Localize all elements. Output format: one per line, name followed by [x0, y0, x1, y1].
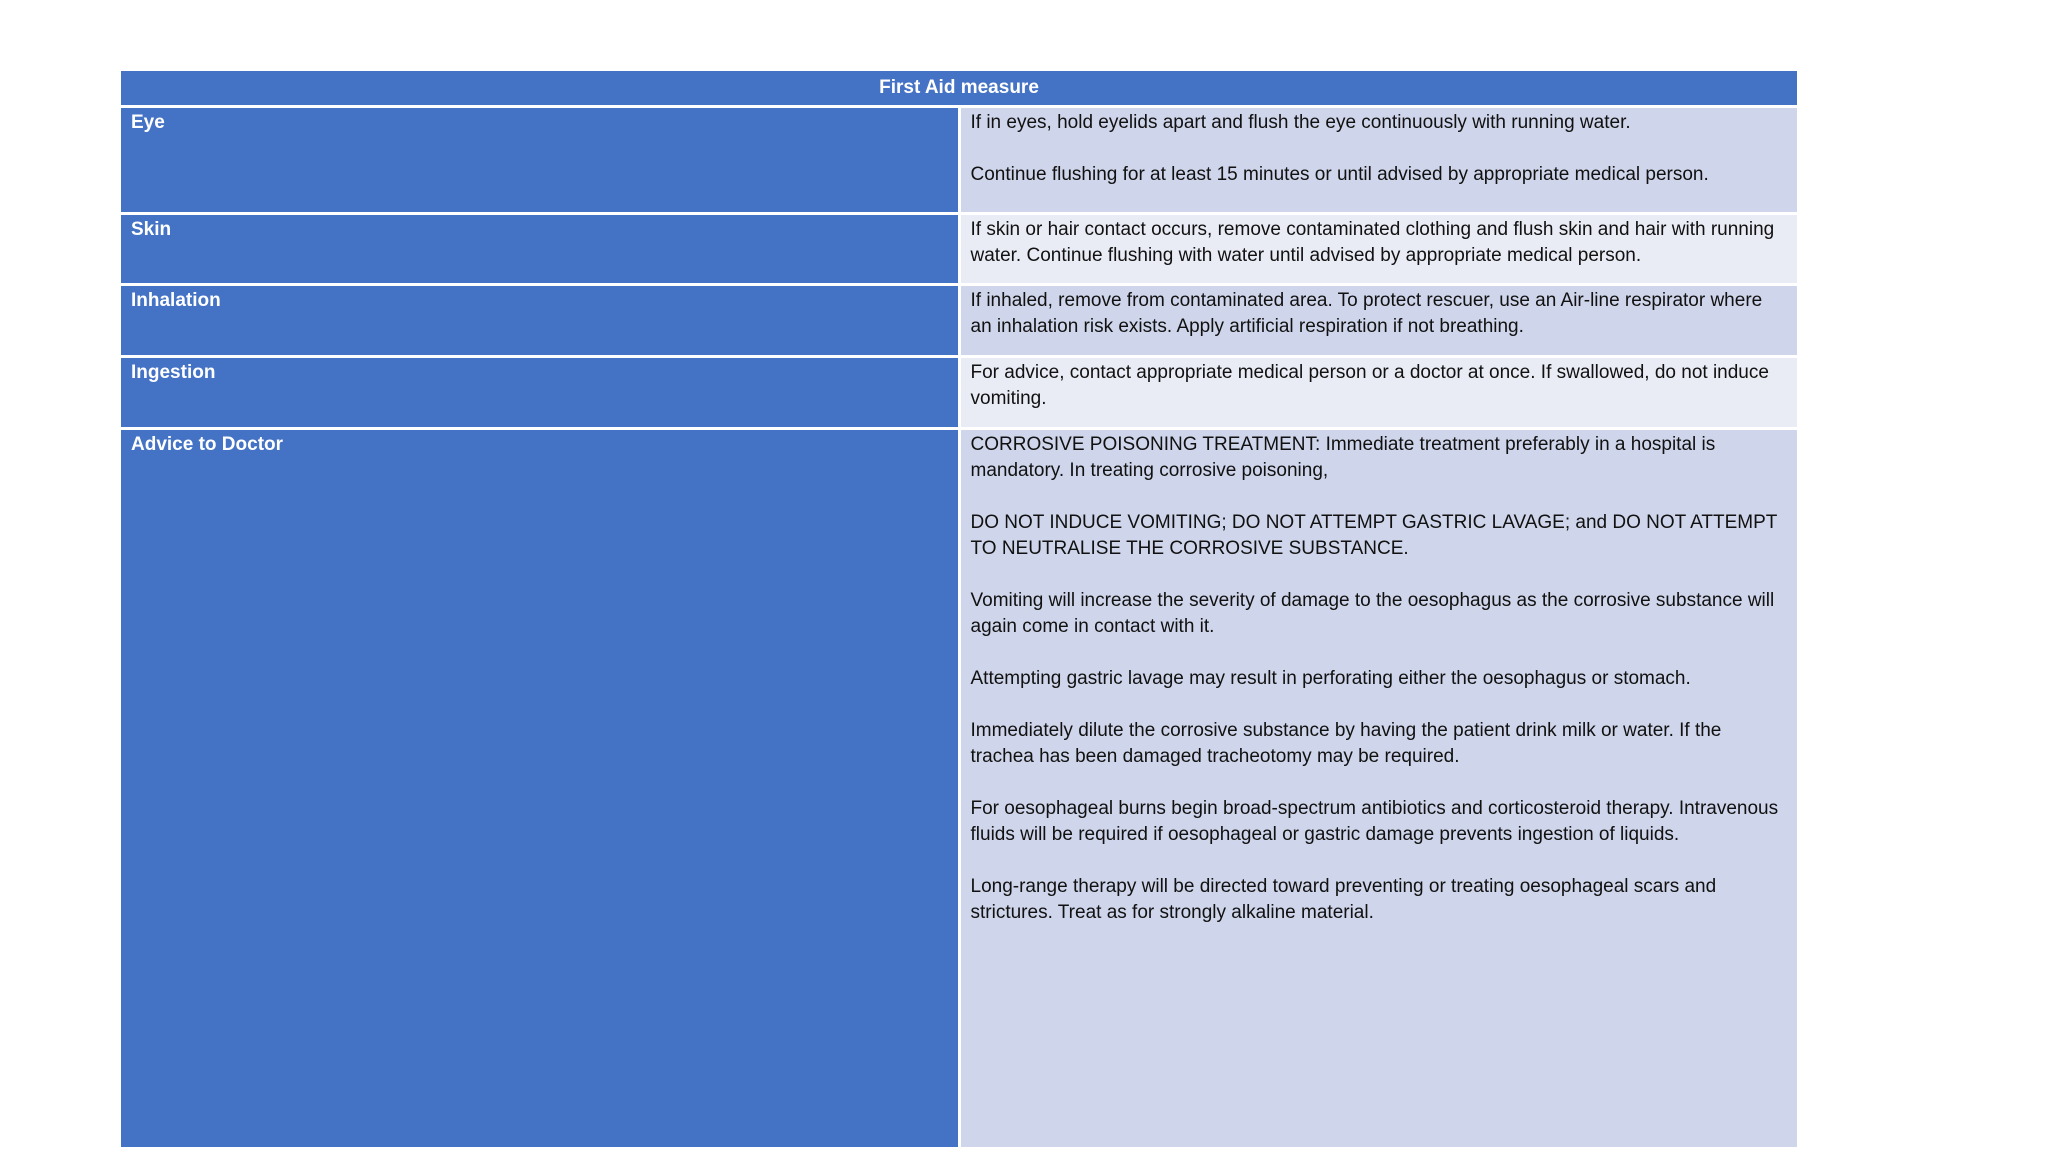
paragraph: Continue flushing for at least 15 minutes or until advised by appropriate medical person.	[970, 164, 1709, 185]
paragraph: Long-range therapy will be directed toward preventing or treating oesophageal scars and strictures. Treat as for strongly alkaline material.	[970, 876, 1717, 923]
row-content-advice-to-doctor	[959, 429, 1799, 1149]
paragraph: CORROSIVE POISONING TREATMENT: Immediate treatment preferably in a hospital is mandatory. In treating corrosive poisoning,	[970, 434, 1716, 481]
row-label-ingestion: Ingestion	[120, 357, 960, 429]
table-header-row	[120, 70, 1799, 107]
row-label-skin: Skin	[120, 214, 960, 285]
row-content-ingestion	[959, 357, 1799, 429]
paragraph: DO NOT INDUCE VOMITING; DO NOT ATTEMPT GASTRIC LAVAGE; and DO NOT ATTEMPT TO NEUTRALISE THE CORROSIVE SUBSTANCE.	[970, 512, 1778, 559]
table-row-inhalation	[120, 285, 1799, 357]
table-row-advice-to-doctor	[120, 429, 1799, 1149]
row-content-eye	[959, 107, 1799, 214]
row-content-skin	[959, 214, 1799, 285]
row-label-inhalation: Inhalation	[120, 285, 960, 357]
first-aid-table	[118, 68, 1800, 1150]
row-label-eye: Eye	[120, 107, 960, 214]
paragraph: If in eyes, hold eyelids apart and flush the eye continuously with running water.	[970, 112, 1631, 133]
table-row-ingestion	[120, 357, 1799, 429]
paragraph: If skin or hair contact occurs, remove contaminated clothing and flush skin and hair with running water. Continue flushing with water until advised by appropriate medical person.	[970, 219, 1775, 266]
paragraph: Immediately dilute the corrosive substance by having the patient drink milk or water. If the trachea has been damaged tracheotomy may be required.	[970, 720, 1722, 767]
row-label-advice-to-doctor: Advice to Doctor	[120, 429, 960, 1149]
paragraph: Vomiting will increase the severity of damage to the oesophagus as the corrosive substance will again come in contact with it.	[970, 590, 1775, 637]
table-title: First Aid measure	[120, 70, 1799, 107]
paragraph: If inhaled, remove from contaminated area. To protect rescuer, use an Air-line respirator where an inhalation risk exists. Apply artificial respiration if not breathing.	[970, 290, 1763, 337]
paragraph: For advice, contact appropriate medical person or a doctor at once. If swallowed, do not induce vomiting.	[970, 362, 1769, 409]
paragraph: Attempting gastric lavage may result in perforating either the oesophagus or stomach.	[970, 668, 1691, 689]
table-row-skin	[120, 214, 1799, 285]
row-content-inhalation	[959, 285, 1799, 357]
paragraph: For oesophageal burns begin broad-spectrum antibiotics and corticosteroid therapy. Intravenous fluids will be required if oesophageal or gastric damage prevents ingestion of liquids.	[970, 798, 1779, 845]
table-row-eye	[120, 107, 1799, 214]
